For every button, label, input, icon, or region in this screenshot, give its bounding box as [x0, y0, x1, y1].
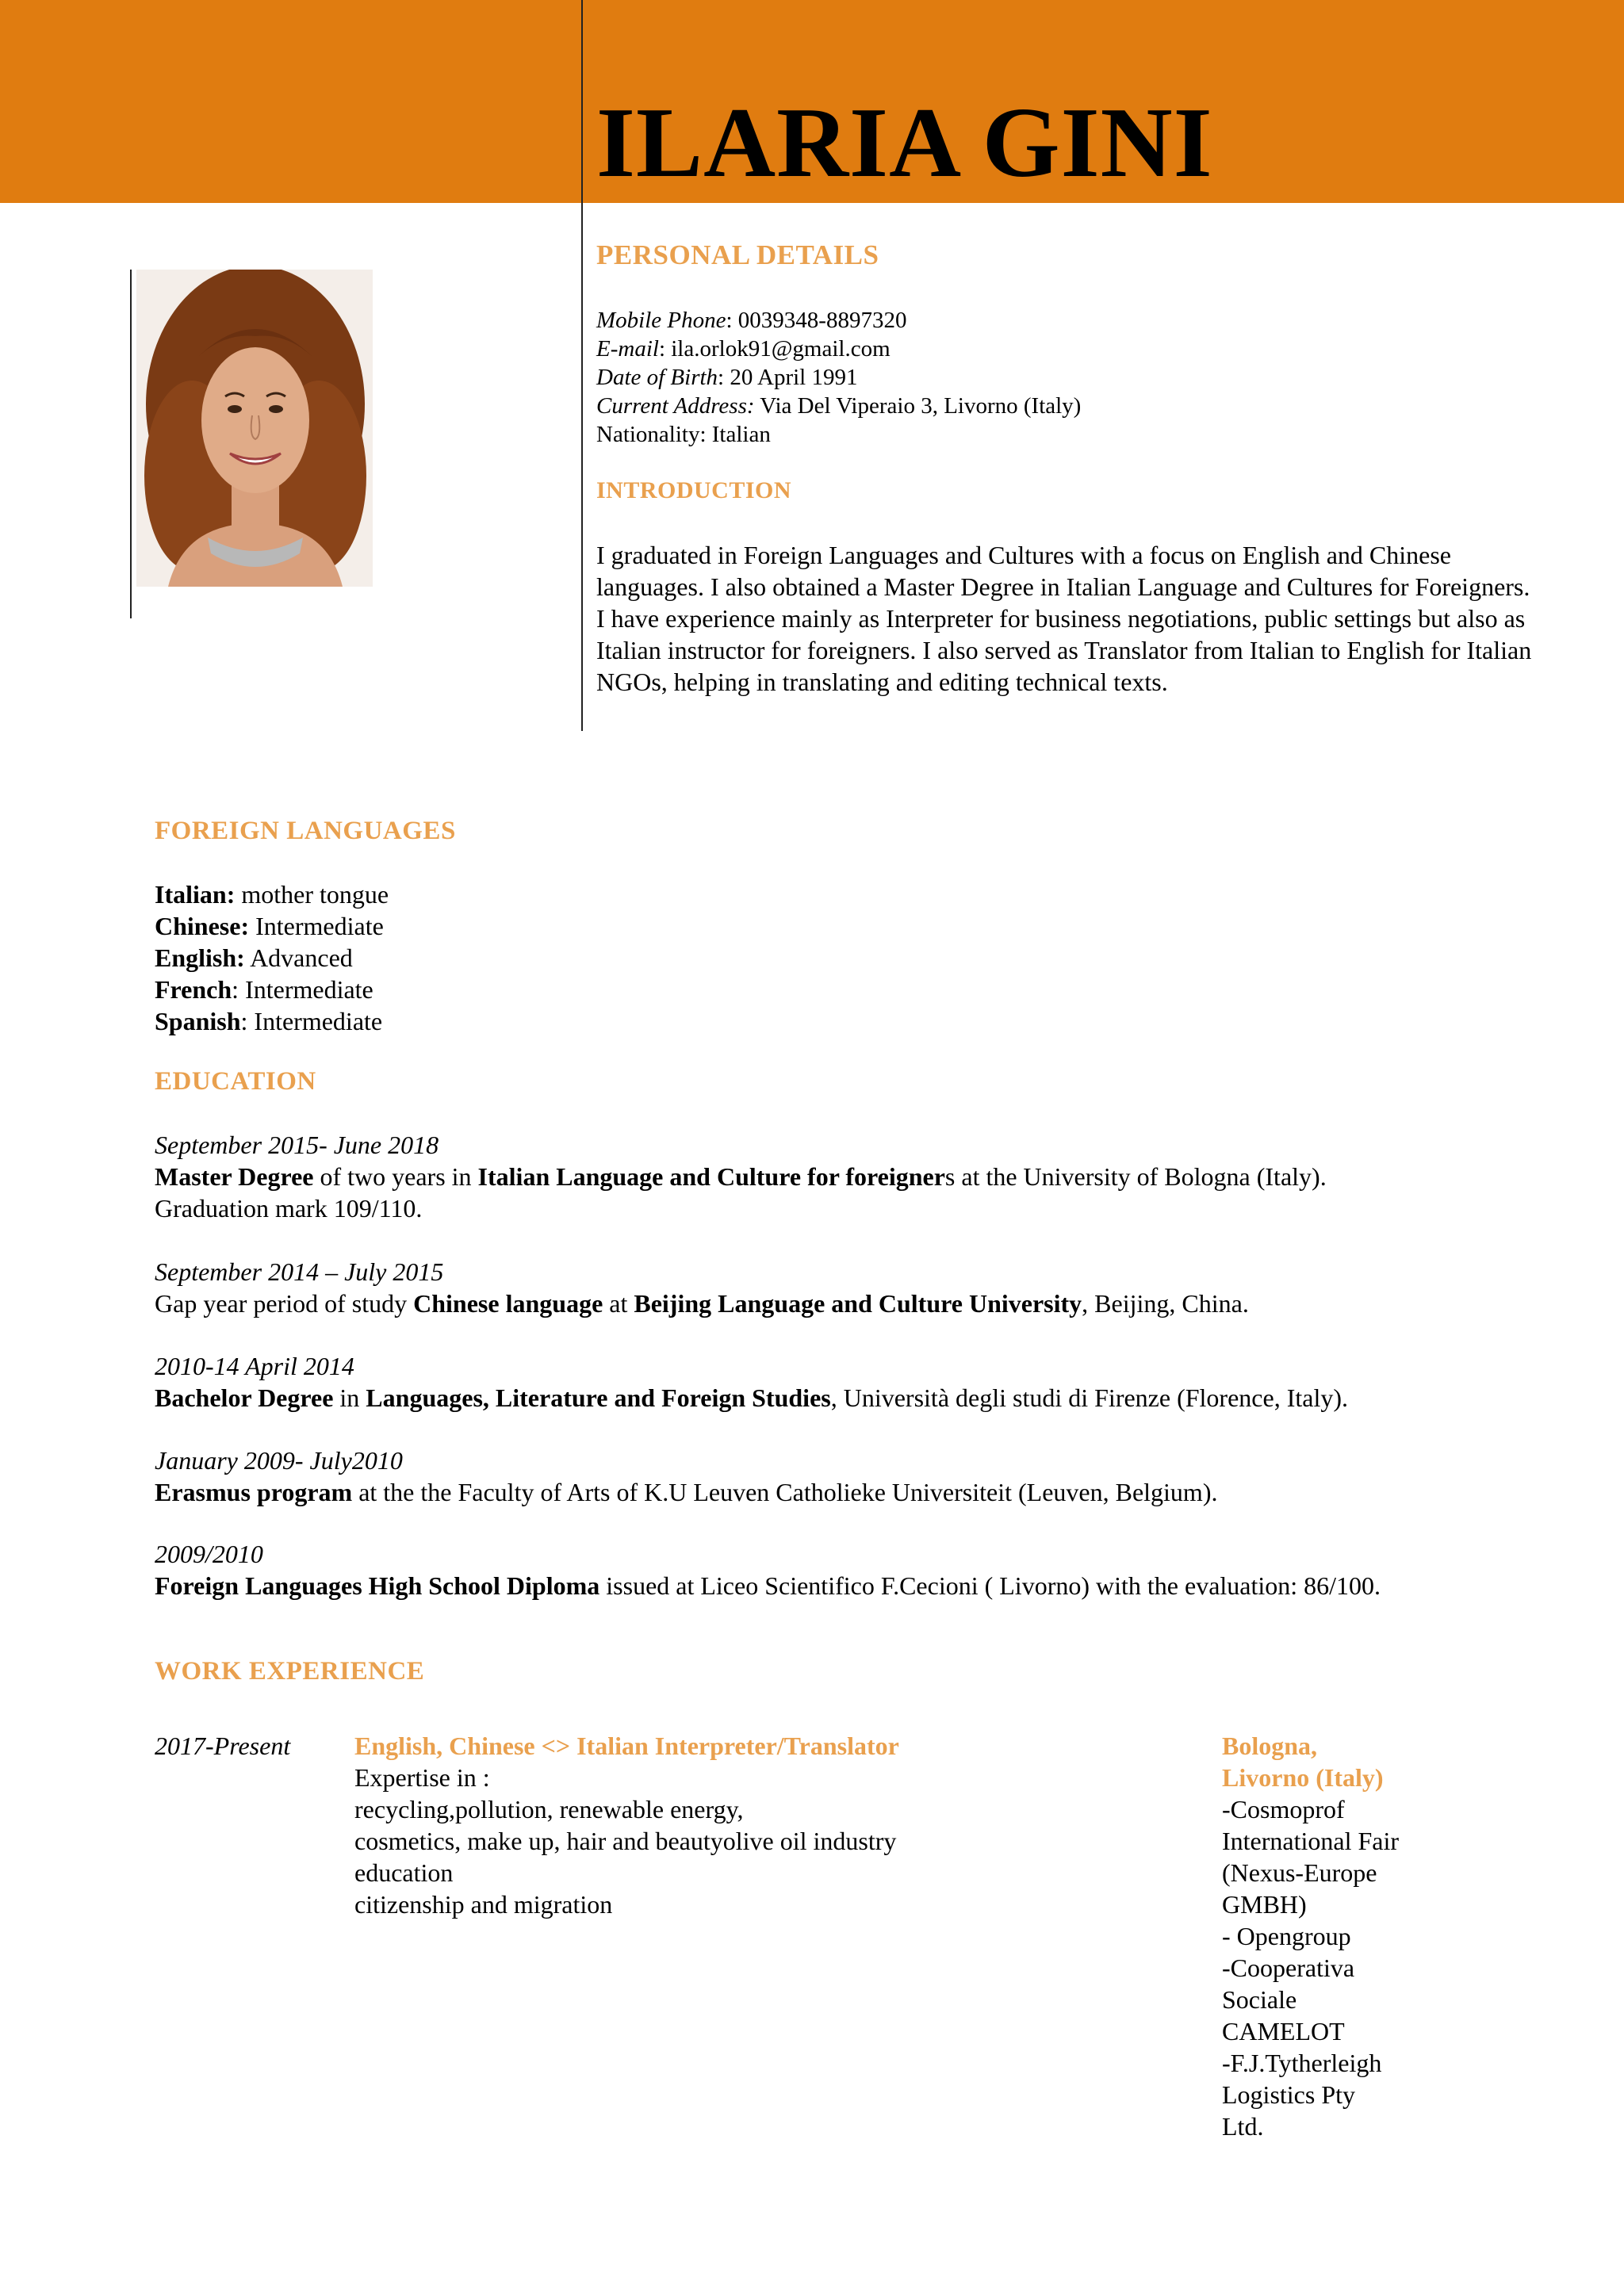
language-name: English:: [155, 943, 245, 972]
education-date: 2010-14 April 2014: [155, 1352, 354, 1380]
language-name: Spanish: [155, 1007, 241, 1035]
languages-list: [155, 878, 389, 1037]
text-fragment: , Beijing, China.: [1082, 1289, 1249, 1318]
text-fragment: of two years in: [313, 1162, 478, 1191]
section-title-foreign-languages: FOREIGN LANGUAGES: [155, 817, 456, 845]
intro-line: Italian instructor for foreigners. I also served as Translator from Italian to English for Italian: [596, 636, 1532, 664]
language-level: : Intermediate: [232, 975, 373, 1004]
education-description: [155, 1161, 1327, 1192]
education-description: [155, 1382, 1348, 1414]
language-name: Chinese:: [155, 912, 250, 940]
language-level: : Intermediate: [240, 1007, 383, 1035]
education-date: 2009/2010: [155, 1540, 263, 1568]
education-entry-master: [155, 1129, 1327, 1224]
education-date: September 2014 – July 2015: [155, 1257, 444, 1286]
work-detail: education: [354, 1858, 454, 1887]
mobile-label: Mobile Phone: [596, 308, 726, 333]
work-detail: Expertise in :: [354, 1763, 490, 1792]
diploma-name: Foreign Languages High School Diploma: [155, 1571, 600, 1600]
work-location: Bologna,: [1222, 1732, 1318, 1760]
photo-rule: [130, 270, 132, 618]
candidate-name: ILARIA GINI: [596, 88, 1213, 198]
portrait-illustration: [136, 270, 373, 587]
introduction-text: [596, 539, 1531, 698]
text-fragment: at: [603, 1289, 634, 1318]
email-label: E-mail: [596, 336, 659, 362]
nationality-row: Nationality: Italian: [596, 422, 771, 447]
text-fragment: Gap year period of study: [155, 1289, 414, 1318]
program-name: Erasmus program: [155, 1478, 353, 1506]
section-title-personal-details: PERSONAL DETAILS: [596, 239, 879, 270]
education-date: January 2009- July2010: [155, 1446, 403, 1475]
work-location-block: [1222, 1730, 1399, 2142]
vertical-divider: [581, 0, 583, 731]
language-level: Advanced: [244, 943, 353, 972]
client-line: -F.J.Tytherleigh: [1222, 2049, 1382, 2077]
client-line: International Fair: [1222, 1827, 1400, 1855]
client-line: - Opengroup: [1222, 1922, 1351, 1950]
section-title-introduction: INTRODUCTION: [596, 477, 792, 503]
text-fragment: s at the University of Bologna (Italy).: [944, 1162, 1327, 1191]
intro-line: I have experience mainly as Interpreter for business negotiations, public settings but also as: [596, 604, 1526, 633]
education-description: [155, 1476, 1217, 1508]
degree-name: Bachelor Degree: [155, 1383, 334, 1412]
work-role-block: [354, 1730, 899, 1920]
dob-label: Date of Birth: [596, 365, 718, 390]
client-line: Logistics Pty: [1222, 2080, 1356, 2109]
education-entry-erasmus: [155, 1445, 1217, 1508]
course-name: Italian Language and Culture for foreigner: [477, 1162, 945, 1191]
language-item: [155, 878, 389, 910]
language-name: French: [155, 975, 232, 1004]
education-description: [155, 1288, 1249, 1319]
dob-value: : 20 April 1991: [718, 365, 858, 390]
institution-name: Beijing Language and Culture University: [634, 1289, 1082, 1318]
graduation-mark: Graduation mark 109/110.: [155, 1194, 423, 1223]
course-name: Languages, Literature and Foreign Studies: [366, 1383, 831, 1412]
address-value: Via Del Viperaio 3, Livorno (Italy): [754, 393, 1082, 419]
language-name: Italian:: [155, 880, 236, 909]
client-line: -Cooperativa: [1222, 1954, 1355, 1982]
client-line: GMBH): [1222, 1890, 1307, 1919]
work-detail: recycling,pollution, renewable energy,: [354, 1795, 744, 1823]
degree-name: Master Degree: [155, 1162, 314, 1191]
text-fragment: in: [333, 1383, 366, 1412]
education-entry-bachelor: [155, 1350, 1348, 1414]
client-line: (Nexus-Europe: [1222, 1858, 1377, 1887]
client-line: CAMELOT: [1222, 2017, 1345, 2045]
work-role: English, Chinese <> Italian Interpreter/Translator: [354, 1732, 899, 1760]
email-value: : ila.orlok91@gmail.com: [658, 336, 891, 362]
dob-row: [596, 363, 1081, 392]
text-fragment: at the the Faculty of Arts of K.U Leuven Catholieke Universiteit (Leuven, Belgium).: [352, 1478, 1218, 1506]
client-line: Sociale: [1222, 1985, 1297, 2014]
mobile-value: : 0039348-8897320: [726, 308, 907, 333]
intro-line: NGOs, helping in translating and editing technical texts.: [596, 668, 1168, 696]
mobile-row: [596, 306, 1081, 335]
section-title-education: EDUCATION: [155, 1067, 316, 1096]
language-item: [155, 974, 389, 1005]
education-entry-diploma: [155, 1538, 1381, 1601]
education-date: September 2015- June 2018: [155, 1131, 439, 1159]
language-item: [155, 1005, 389, 1037]
profile-photo: [136, 270, 373, 587]
address-row: [596, 392, 1081, 420]
work-detail: citizenship and migration: [354, 1890, 613, 1919]
language-item: [155, 942, 389, 974]
work-detail: cosmetics, make up, hair and beautyolive oil industry: [354, 1827, 897, 1855]
personal-details-block: [596, 306, 1081, 449]
intro-line: languages. I also obtained a Master Degree in Italian Language and Cultures for Foreigners.: [596, 572, 1530, 601]
language-level: mother tongue: [235, 880, 389, 909]
education-description: [155, 1570, 1381, 1601]
client-line: -Cosmoprof: [1222, 1795, 1345, 1823]
text-fragment: issued at Liceo Scientifico F.Cecioni ( Livorno) with the evaluation: 86/100.: [599, 1571, 1381, 1600]
client-line: Ltd.: [1222, 2112, 1264, 2141]
education-entry-gap-year: [155, 1256, 1249, 1319]
email-row: [596, 335, 1081, 363]
course-name: Chinese language: [413, 1289, 603, 1318]
text-fragment: , Università degli studi di Firenze (Florence, Italy).: [830, 1383, 1348, 1412]
language-level: Intermediate: [249, 912, 384, 940]
language-item: [155, 910, 389, 942]
intro-line: I graduated in Foreign Languages and Cultures with a focus on English and Chinese: [596, 541, 1451, 569]
section-title-work-experience: WORK EXPERIENCE: [155, 1657, 425, 1686]
work-location: Livorno (Italy): [1222, 1763, 1384, 1792]
address-label: Current Address:: [596, 393, 755, 419]
work-period: 2017-Present: [155, 1732, 291, 1760]
